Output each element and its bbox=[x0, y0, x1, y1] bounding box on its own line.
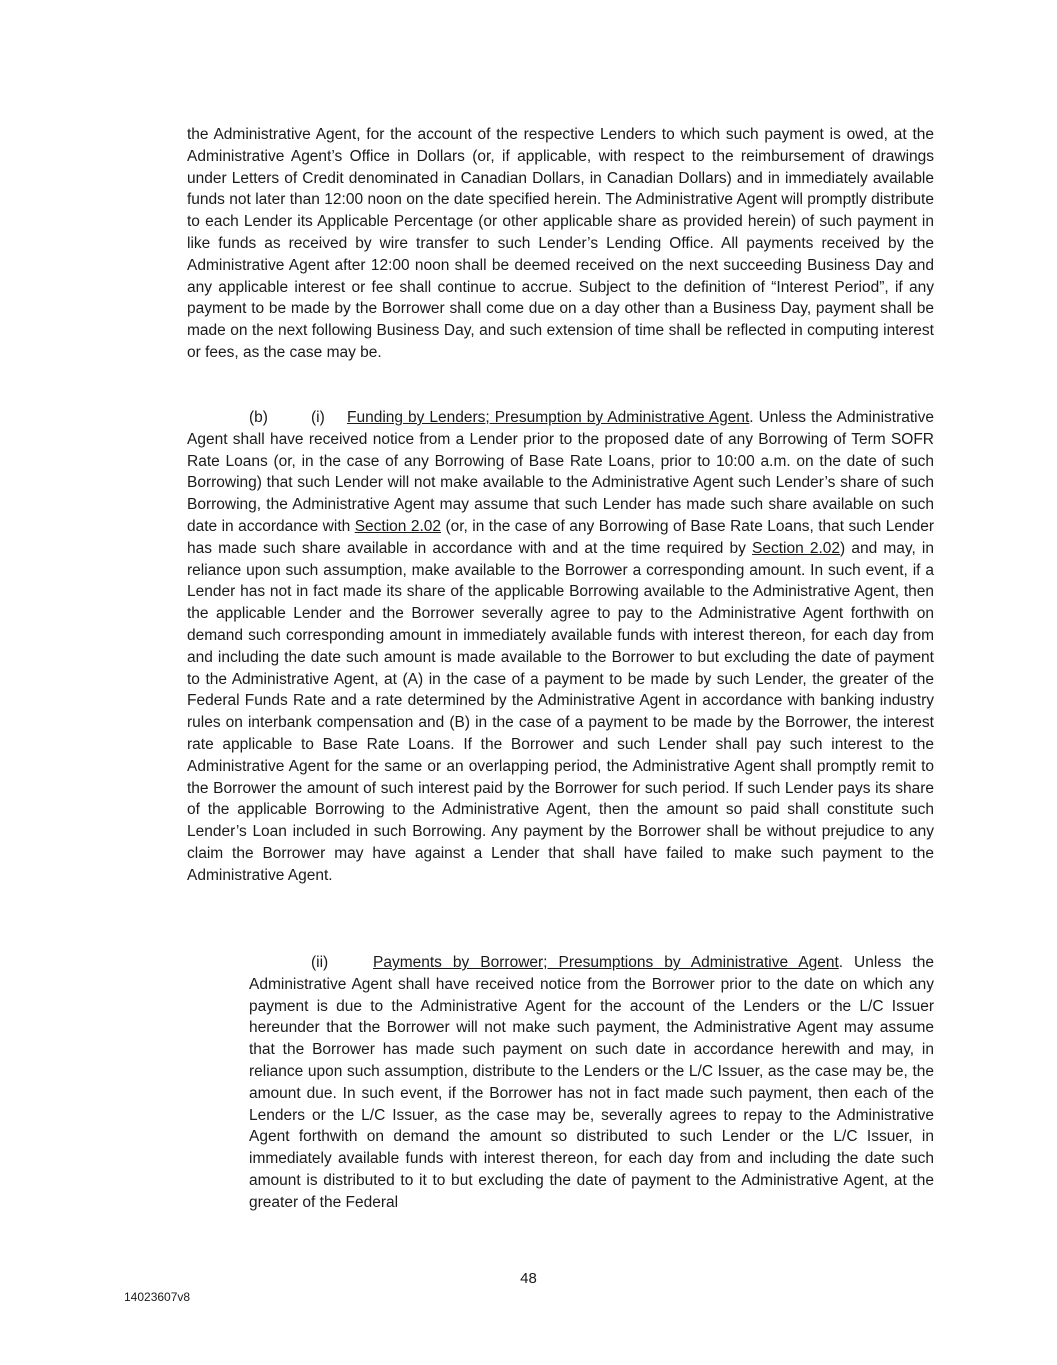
clause-label-ii: (ii) bbox=[311, 954, 329, 971]
clause-label-b: (b) bbox=[249, 409, 268, 426]
clause-text-b: (or, in the case of any Borrowing of Base Rate Loans, that such Lender has made such share available in accordance with and at the time required by bbox=[187, 517, 934, 557]
section-reference: Section 2.02 bbox=[752, 539, 841, 557]
document-id: 14023607v8 bbox=[124, 1290, 191, 1304]
clause-heading-funding: Funding by Lenders; Presumption by Administrative Agent bbox=[347, 409, 750, 426]
section-reference: Section 2.02 bbox=[354, 517, 441, 535]
paragraph-a-text: the Administrative Agent, for the account of the respective Lenders to which such payment is owed, at the Administrative Agent’s Office in Dollars (or, if applicable, with respect to the reimbursement of drawings under Letters of Credit denominated in Canadian Dollars, in Canadian Dollars) and in immediately available funds not later than 12:00 noon on the date specified herein. The Administrative Agent will promptly distribute to each Lender its Applicable Percentage (or other applicable share as provided herein) of such payment in like funds as received by wire transfer to such Lender’s Lending Office. All payments received by the Administrative Agent after 12:00 noon shall be deemed received on the next succeeding Business Day and any applicable interest or fee shall continue to accrue. Subject to the definition of “Interest Period”, if any payment to be made by the Borrower shall come due on a day other than a Business Day, payment shall be made on the next following Business Day, and such extension of time shall be reflected in computing interest or fees, as the case may be. bbox=[187, 126, 934, 361]
clause-heading-payments: Payments by Borrower; Presumptions by Administrative Agent bbox=[373, 954, 839, 971]
clause-label-i: (i) bbox=[311, 409, 325, 426]
clause-text-a: . Unless the Administrative Agent shall have received notice from a Lender prior to the proposed date of any Borrowing of Term SOFR Rate Loans (or, in the case of any Borrowing of Base Rate Loans, prior to 10:00 a.m. on the date of such Borrowing) that such Lender will not make available to the Administrative Agent such Lender’s share of such Borrowing, the Administrative Agent may assume that such Lender has made such share available on such date in accordance with bbox=[187, 409, 934, 535]
paragraph-b-ii bbox=[249, 952, 934, 1214]
paragraph-b-ii-text bbox=[249, 952, 934, 1214]
clause-text-c: ) and may, in reliance upon such assumption, make available to the Borrower a corresponding amount. In such event, if a Lender has not in fact made its share of the applicable Borrowing available to the Administrative Agent, then the applicable Lender and the Borrower severally agree to pay to the Administrative Agent forthwith on demand such corresponding amount in immediately available funds with interest thereon, for each day from and including the date such amount is made available to the Borrower to but excluding the date of payment to the Administrative Agent, at (A) in the case of a payment to be made by such Lender, the greater of the Federal Funds Rate and a rate determined by the Administrative Agent in accordance with banking industry rules on interbank compensation and (B) in the case of a payment to be made by the Borrower, the interest rate applicable to Base Rate Loans. If the Borrower and such Lender shall pay such interest to the Administrative Agent for the same or an overlapping period, the Administrative Agent shall promptly remit to the Borrower the amount of such interest paid by the Borrower for such period. If such Lender pays its share of the applicable Borrowing to the Administrative Agent, then the amount so paid shall constitute such Lender’s Loan included in such Borrowing. Any payment by the Borrower shall be without prejudice to any claim the Borrower may have against a Lender that shall have failed to make such payment to the Administrative Agent. bbox=[187, 539, 934, 884]
page-number: 48 bbox=[520, 1270, 537, 1287]
clause-text: . Unless the Administrative Agent shall have received notice from the Borrower prior to the date on which any payment is due to the Administrative Agent for the account of the Lenders or the L/C Issuer hereunder that the Borrower will not make such payment, the Administrative Agent may assume that the Borrower has made such payment on such date in accordance herewith and may, in reliance upon such assumption, distribute to the Lenders or the L/C Issuer, as the case may be, the amount due. In such event, if the Borrower has not in fact made such payment, then each of the Lenders or the L/C Issuer, as the case may be, severally agrees to repay to the Administrative Agent forthwith on demand the amount so distributed to such Lender or the L/C Issuer, in immediately available funds with interest thereon, for each day from and including the date such amount is distributed to it to but excluding the date of payment to the Administrative Agent, at the greater of the Federal bbox=[249, 954, 934, 1211]
paragraph-b bbox=[187, 407, 934, 887]
paragraph-continuation bbox=[187, 124, 934, 364]
paragraph-b-text bbox=[187, 407, 934, 887]
